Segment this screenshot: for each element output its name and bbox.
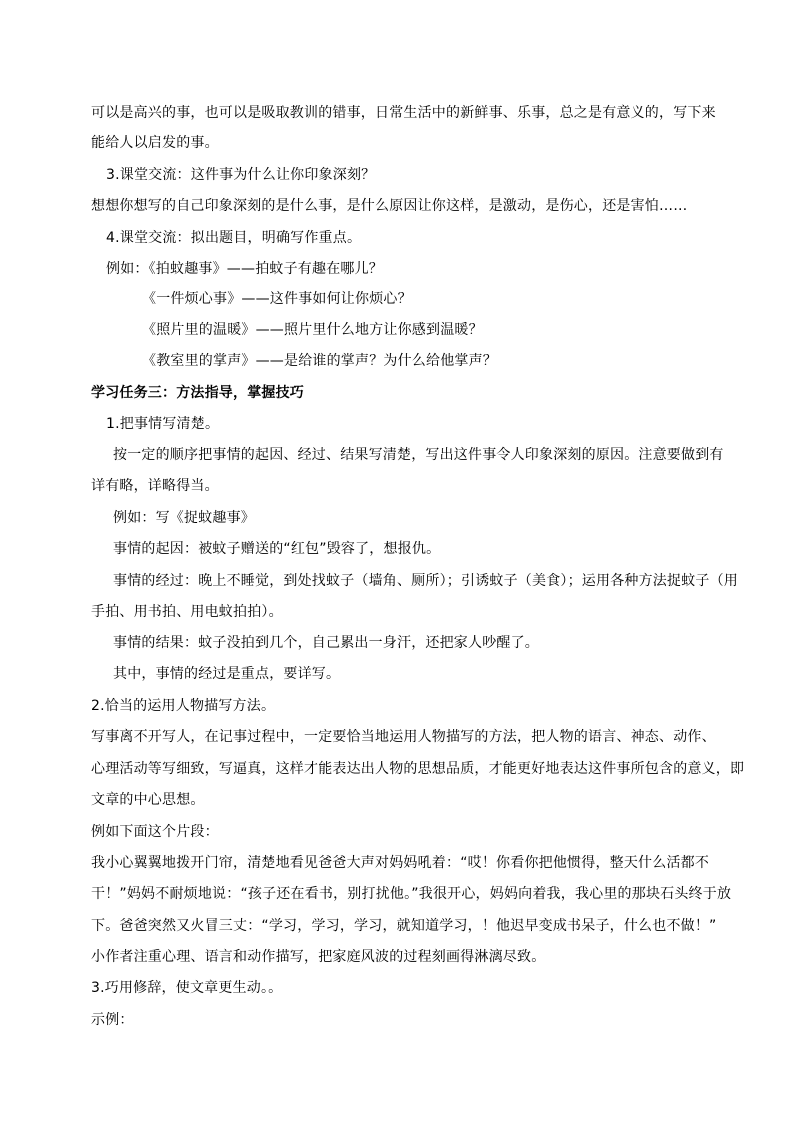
example-line: 《照片里的温暖》——照片里什么地方让你感到温暖？: [142, 322, 483, 338]
paragraph-line: 按一定的顺序把事情的起因、经过、结果写清楚，写出这件事令人印象深刻的原因。注意要做到有: [113, 447, 724, 463]
example-line: 《一件烦心事》——这件事如何让你烦心？: [142, 291, 412, 307]
paragraph-line: 心理活动等写细致，写逼真，这样才能表达出人物的思想品质，才能更好地表达这件事所包含的意义，即: [91, 761, 745, 777]
paragraph-line: 能给人以启发的事。: [91, 135, 219, 151]
paragraph-line: 写事离不开写人，在记事过程中，一定要恰当地运用人物描写的方法，把人物的语言、神态、动作、: [91, 729, 716, 745]
paragraph-line: 想想你想写的自己印象深刻的是什么事，是什么原因让你这样，是激动，是伤心，还是害怕……: [91, 198, 688, 214]
task-heading: 学习任务三：方法指导，掌握技巧: [91, 385, 304, 401]
paragraph-line: 事情的经过：晚上不睡觉，到处找蚊子（墙角、厕所）；引诱蚊子（美食）；运用各种方法捉蚊子（用: [113, 573, 738, 589]
paragraph-line: 详有略，详略得当。: [91, 478, 219, 494]
paragraph-line: 我小心翼翼地拨开门帘，清楚地看见爸爸大声对妈妈吼着：“哎！你看你把他惯得，整天什么活都不: [91, 855, 710, 871]
section-heading: 1.把事情写清楚。: [106, 416, 220, 432]
paragraph-line: 文章的中心思想。: [91, 792, 205, 808]
paragraph-line: 干！”妈妈不耐烦地说：“孩子还在看书，别打扰他。”我很开心，妈妈向着我，我心里的那块石头终于放: [91, 886, 732, 902]
paragraph-line: 下。爸爸突然又火冒三丈：“学习，学习，学习，就知道学习，！他迟早变成书呆子，什么也不做！”: [91, 918, 717, 934]
paragraph-line: 示例：: [91, 1012, 134, 1028]
example-line: 例如：《拍蚊趣事》——拍蚊子有趣在哪儿？: [106, 261, 383, 277]
section-heading: 3.课堂交流：这件事为什么让你印象深刻？: [106, 167, 376, 183]
section-heading: 3.巧用修辞，使文章更生动。。: [91, 980, 283, 996]
example-line: 《教室里的掌声》——是给谁的掌声？为什么给他掌声？: [142, 353, 497, 369]
paragraph-line: 小作者注重心理、语言和动作描写，把家庭风波的过程刻画得淋漓尽致。: [91, 949, 546, 965]
paragraph-line: 手拍、用书拍、用电蚊拍拍）。: [91, 604, 283, 620]
paragraph-line: 可以是高兴的事，也可以是吸取教训的错事，日常生活中的新鲜事、乐事，总之是有意义的，写下来: [91, 105, 716, 121]
paragraph-line: 事情的起因：被蚊子赠送的“红包”毁容了，想报仇。: [113, 541, 441, 557]
paragraph-line: 事情的结果：蚊子没拍到几个，自己累出一身汗，还把家人吵醒了。: [113, 635, 539, 651]
section-heading: 2.恰当的运用人物描写方法。: [91, 698, 276, 714]
paragraph-line: 例如下面这个片段：: [91, 824, 219, 840]
example-line: 例如：写《捉蚊趣事》: [113, 510, 255, 526]
section-heading: 4.课堂交流：拟出题目，明确写作重点。: [106, 230, 362, 246]
paragraph-line: 其中，事情的经过是重点，要详写。: [113, 666, 341, 682]
